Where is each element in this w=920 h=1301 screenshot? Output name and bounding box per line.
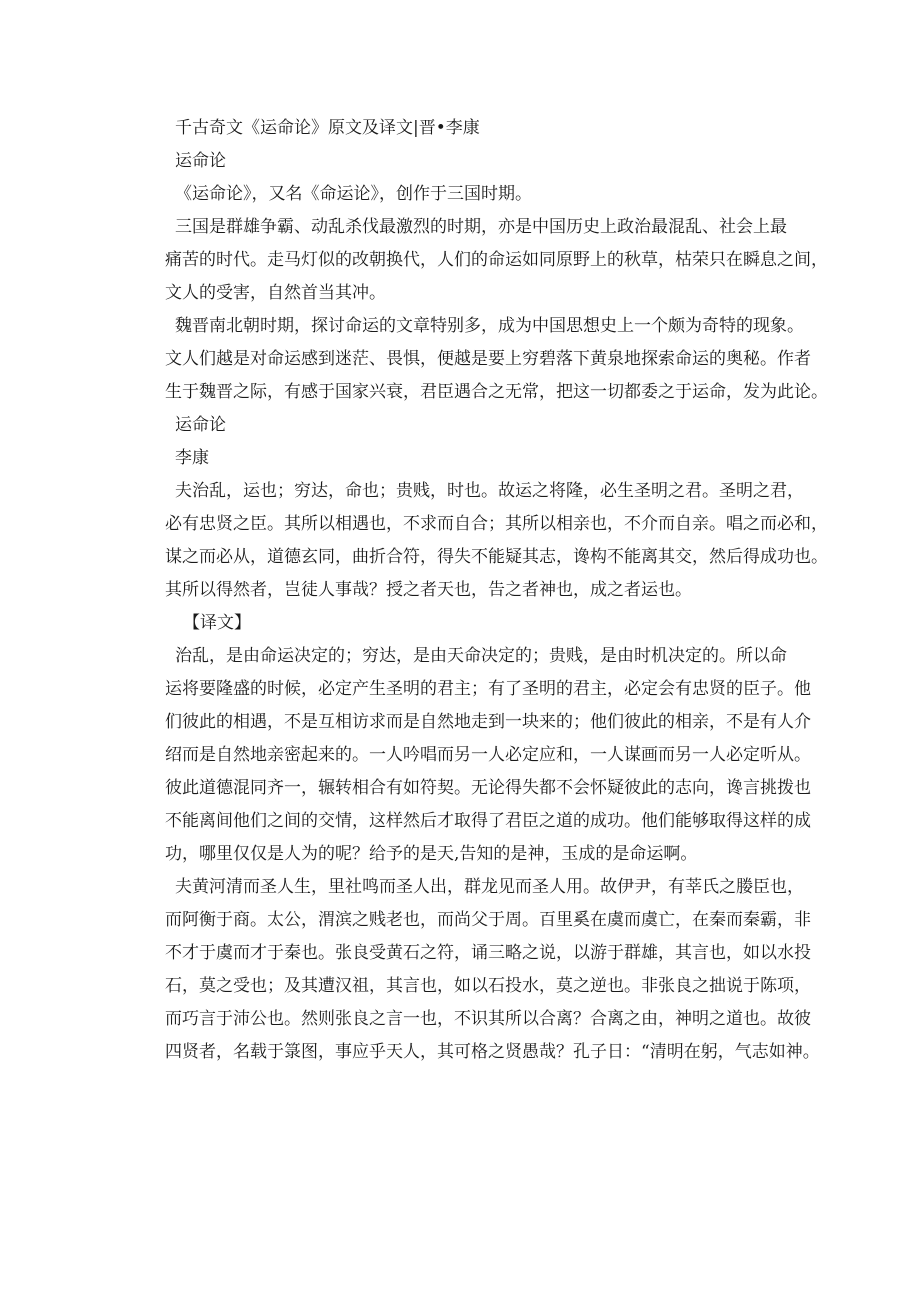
paragraph-line: 文人们越是对命运感到迷茫、畏惧，便越是要上穷碧落下黄泉地探索命运的奥秘。作者 bbox=[165, 349, 811, 369]
author-name: 李康 bbox=[175, 448, 209, 468]
paragraph-line: 而阿衡于商。太公，渭滨之贱老也，而尚父于周。百里奚在虞而虞亡，在秦而秦霸，非 bbox=[165, 910, 811, 930]
paragraph-line: 不能离间他们之间的交情，这样然后才取得了君臣之道的成功。他们能够取得这样的成 bbox=[165, 811, 811, 831]
paragraph-line: 痛苦的时代。走马灯似的改朝换代，人们的命运如同原野上的秋草，枯荣只在瞬息之间， bbox=[165, 250, 828, 270]
paragraph-line: 文人的受害，自然首当其冲。 bbox=[165, 283, 386, 303]
heading-essay-name: 运命论 bbox=[175, 151, 226, 171]
background-paragraph-2 bbox=[165, 310, 828, 409]
paragraph-line: 谋之而必从，道德玄同，曲折合符，得失不能疑其志，谗构不能离其交，然后得成功也。 bbox=[165, 547, 828, 567]
paragraph-line: 们彼此的相遇，不是互相访求而是自然地走到一块来的；他们彼此的相亲，不是有人介 bbox=[165, 712, 811, 732]
paragraph-line: 不才于虞而才于秦也。张良受黄石之符，诵三略之说，以游于群雄，其言也，如以水投 bbox=[165, 943, 811, 963]
paragraph-line: 其所以得然者，岂徒人事哉？授之者天也，告之者神也，成之者运也。 bbox=[165, 580, 692, 600]
paragraph-line: 功，哪里仅仅是人为的呢？给予的是天,告知的是神，玉成的是命运啊。 bbox=[165, 844, 698, 864]
original-paragraph-1 bbox=[165, 475, 828, 607]
original-paragraph-2 bbox=[165, 871, 820, 1069]
paragraph-line: 运将要隆盛的时候，必定产生圣明的君主；有了圣明的君主，必定会有忠贤的臣子。他 bbox=[165, 679, 811, 699]
paragraph-line: 必有忠贤之臣。其所以相遇也，不求而自合；其所以相亲也，不介而自亲。唱之而必和， bbox=[165, 514, 828, 534]
paragraph-line: 四贤者，名载于箓图，事应乎天人，其可格之贤愚哉？孔子日：“清明在躬，气志如神。 bbox=[165, 1042, 820, 1062]
paragraph-line: 治乱，是由命运决定的；穷达，是由天命决定的；贵贱，是由时机决定的。所以命 bbox=[175, 646, 787, 666]
translation-label: 【译文】 bbox=[183, 613, 251, 633]
paragraph-line: 夫治乱，运也；穷达，命也；贵贱，时也。故运之将隆，必生圣明之君。圣明之君， bbox=[175, 481, 804, 501]
translation-paragraph-1 bbox=[165, 640, 811, 871]
paragraph-line: 绍而是自然地亲密起来的。一人吟唱而另一人必定应和，一人谋画而另一人必定听从。 bbox=[165, 745, 811, 765]
paragraph-line: 彼此道德混同齐一，辗转相合有如符契。无论得失都不会怀疑彼此的志向，谗言挑拨也 bbox=[165, 778, 811, 798]
paragraph-line: 三国是群雄争霸、动乱杀伐最激烈的时期，亦是中国历史上政治最混乱、社会上最 bbox=[175, 217, 787, 237]
document-title: 千古奇文《运命论》原文及译文|晋•李康 bbox=[175, 118, 480, 138]
document-body bbox=[165, 112, 828, 1069]
paragraph-line: 石，莫之受也；及其遭汉祖，其言也，如以石投水，莫之逆也。非张良之拙说于陈项， bbox=[165, 976, 811, 996]
intro-line: 《运命论》，又名《命运论》，创作于三国时期。 bbox=[175, 184, 532, 204]
paragraph-line: 而巧言于沛公也。然则张良之言一也，不识其所以合离？合离之由，神明之道也。故彼 bbox=[165, 1009, 811, 1029]
paragraph-line: 生于魏晋之际，有感于国家兴衰，君臣遇合之无常，把这一切都委之于运命，发为此论。 bbox=[165, 382, 828, 402]
background-paragraph-1 bbox=[165, 211, 828, 310]
paragraph-line: 魏晋南北朝时期，探讨命运的文章特别多，成为中国思想史上一个颇为奇特的现象。 bbox=[175, 316, 804, 336]
heading-essay-title: 运命论 bbox=[175, 415, 226, 435]
paragraph-line: 夫黄河清而圣人生，里社鸣而圣人出，群龙见而圣人用。故伊尹，有莘氏之媵臣也， bbox=[175, 877, 804, 897]
